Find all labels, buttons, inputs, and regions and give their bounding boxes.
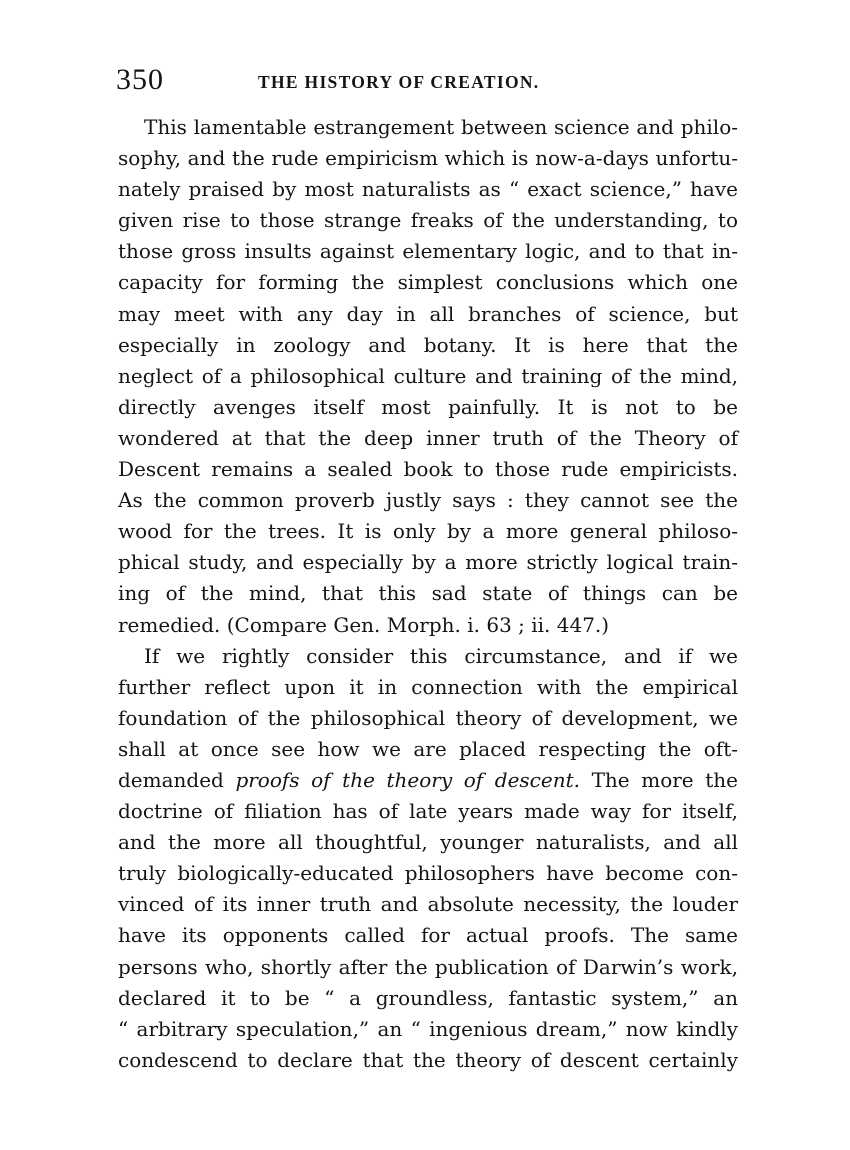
text-line: This lamentable estrangement between science and philo- xyxy=(144,115,738,139)
text-line: declared it to be “ a groundless, fantastic system,” an xyxy=(118,985,738,1010)
text-line: truly biologically-educated philosophers have become con- xyxy=(118,861,738,886)
text-line: condescend to declare that the theory of descent certainly xyxy=(118,1047,738,1072)
paragraph-2 xyxy=(118,641,738,1076)
text-line: If we rightly consider this circumstance, and if we xyxy=(144,643,738,668)
text-line: have its opponents called for actual proofs. The same xyxy=(118,923,738,948)
text-line: neglect of a philosophical culture and training of the mind, xyxy=(118,363,738,388)
running-head xyxy=(116,62,738,102)
text-line: wondered at that the deep inner truth of the Theory of xyxy=(118,425,738,450)
text-line-with-italic xyxy=(118,765,738,796)
text-line: foundation of the philosophical theory of development, we xyxy=(118,705,738,730)
text-line: given rise to those strange freaks of the understanding, to xyxy=(118,208,738,233)
text-line: wood for the trees. It is only by a more general philoso- xyxy=(118,519,738,544)
text-line: vinced of its inner truth and absolute necessity, the louder xyxy=(118,892,738,917)
text-line: remedied. (Compare Gen. Morph. i. 63 ; ii. 447.) xyxy=(118,612,610,637)
text-line: nately praised by most naturalists as “ exact science,” have xyxy=(118,177,738,202)
paragraph-1 xyxy=(118,112,738,641)
text-line: capacity for forming the simplest conclusions which one xyxy=(118,270,738,295)
italic-phrase: proofs of the theory of descent. xyxy=(235,767,580,792)
text-line: and the more all thoughtful, younger naturalists, and all xyxy=(118,830,738,855)
text-line: shall at once see how we are placed respecting the oft- xyxy=(118,736,738,761)
text-line: phical study, and especially by a more strictly logical train- xyxy=(118,550,738,575)
text-line: ing of the mind, that this sad state of things can be xyxy=(118,581,738,606)
text-line: “ arbitrary speculation,” an “ ingenious dream,” now kindly xyxy=(118,1016,738,1041)
text-segment: The more the xyxy=(580,767,738,792)
body-text xyxy=(118,112,738,1076)
text-line: As the common proverb justly says : they cannot see the xyxy=(118,488,738,513)
text-line: further reflect upon it in connection with the empirical xyxy=(118,674,738,699)
text-line: Descent remains a sealed book to those rude empiricists. xyxy=(118,457,738,482)
page-number: 350 xyxy=(116,63,164,96)
text-line: may meet with any day in all branches of science, but xyxy=(118,301,738,326)
text-line: sophy, and the rude empiricism which is now-a-days unfortu- xyxy=(118,146,738,171)
text-line: persons who, shortly after the publication of Darwin’s work, xyxy=(118,954,738,979)
text-line: doctrine of filiation has of late years made way for itself, xyxy=(118,799,738,824)
text-line: directly avenges itself most painfully. It is not to be xyxy=(118,394,738,419)
text-segment: demanded xyxy=(118,767,236,792)
running-title: THE HISTORY OF CREATION. xyxy=(258,72,540,92)
text-line: those gross insults against elementary logic, and to that in- xyxy=(118,239,738,264)
text-line: especially in zoology and botany. It is here that the xyxy=(118,332,738,357)
